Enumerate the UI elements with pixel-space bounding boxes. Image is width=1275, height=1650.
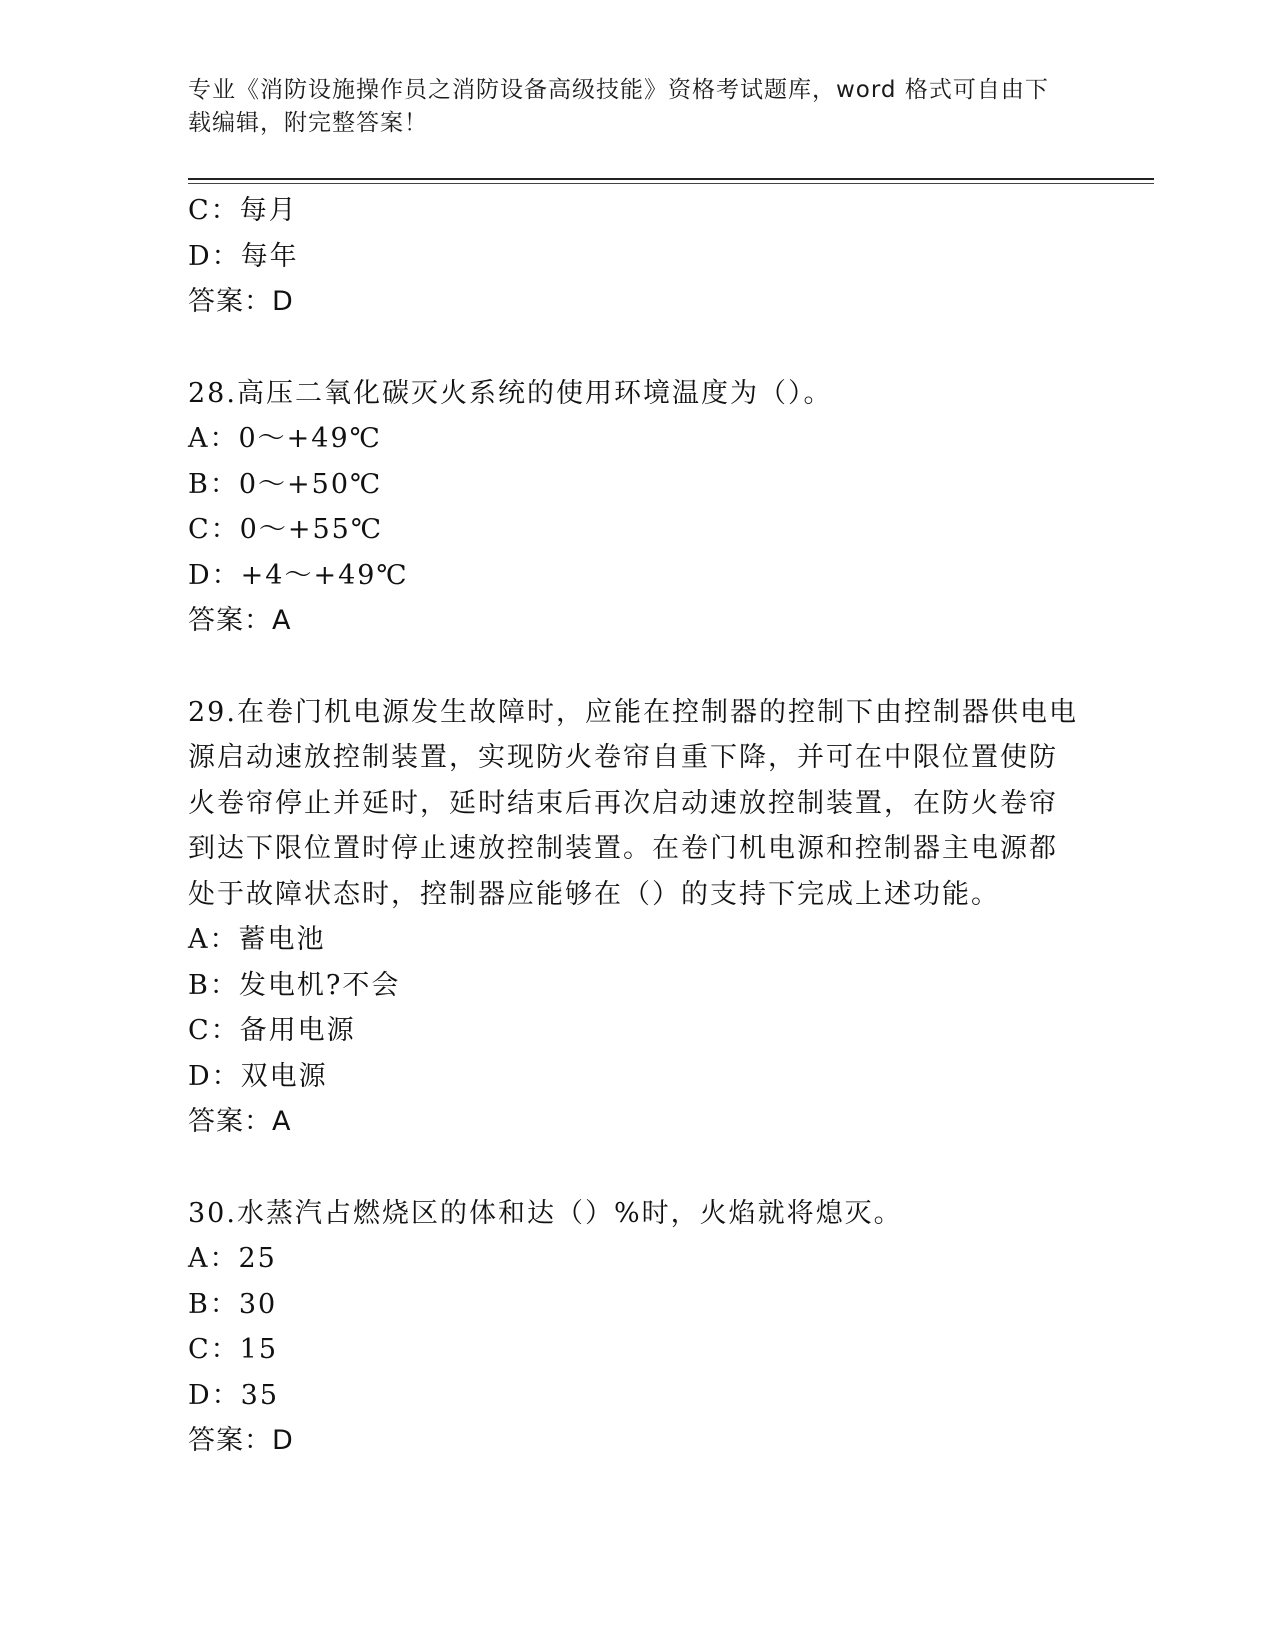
question-stem-line: 29.在卷门机电源发生故障时，应能在控制器的控制下由控制器供电电 [188, 696, 1078, 728]
option-a: A：0～+49℃ [188, 423, 382, 454]
option-b: B：30 [188, 1288, 278, 1320]
option-d: D：+4～+49℃ [188, 559, 409, 591]
question-29 [188, 690, 1088, 1145]
spacer [188, 1145, 1088, 1191]
question-stem: 30.水蒸汽占燃烧区的体和达（）%时，火焰就将熄灭。 [188, 1197, 903, 1229]
answer: 答案：A [188, 605, 292, 636]
option-c: C：0～+55℃ [188, 514, 384, 545]
question-list [188, 188, 1088, 1464]
option-d: D：双电源 [188, 1060, 328, 1092]
header-rule-thick [188, 178, 1154, 180]
option-c: C：每月 [188, 195, 298, 226]
question-27-tail [188, 188, 1088, 325]
spacer [188, 325, 1088, 371]
option-a: A：蓄电池 [188, 924, 326, 955]
header-line-2: 载编辑，附完整答案！ [188, 110, 428, 136]
option-c: C：15 [188, 1334, 279, 1365]
header-rule-thin [188, 183, 1154, 184]
answer: 答案：A [188, 1106, 292, 1137]
option-d: D：每年 [188, 240, 299, 272]
question-30 [188, 1191, 1088, 1464]
option-b: B：0～+50℃ [188, 468, 383, 500]
option-b: B：发电机?不会 [188, 969, 401, 1001]
header-line-1: 专业《消防设施操作员之消防设备高级技能》资格考试题库，word 格式可自由下 [188, 77, 1049, 103]
question-stem-line: 火卷帘停止并延时，延时结束后再次启动速放控制装置，在防火卷帘 [188, 787, 1058, 819]
question-stem-line: 源启动速放控制装置，实现防火卷帘自重下降，并可在中限位置使防 [188, 742, 1058, 773]
answer: 答案：D [188, 286, 294, 317]
question-stem: 28.高压二氧化碳灭火系统的使用环境温度为（）。 [188, 377, 833, 409]
question-stem-line: 处于故障状态时，控制器应能够在（）的支持下完成上述功能。 [188, 878, 1000, 910]
question-stem-line: 到达下限位置时停止速放控制装置。在卷门机电源和控制器主电源都 [188, 833, 1058, 864]
option-c: C：备用电源 [188, 1015, 356, 1046]
spacer [188, 644, 1088, 690]
question-28 [188, 371, 1088, 644]
option-d: D：35 [188, 1379, 280, 1411]
answer: 答案：D [188, 1425, 294, 1456]
option-a: A：25 [188, 1243, 277, 1274]
document-header [188, 74, 1068, 140]
